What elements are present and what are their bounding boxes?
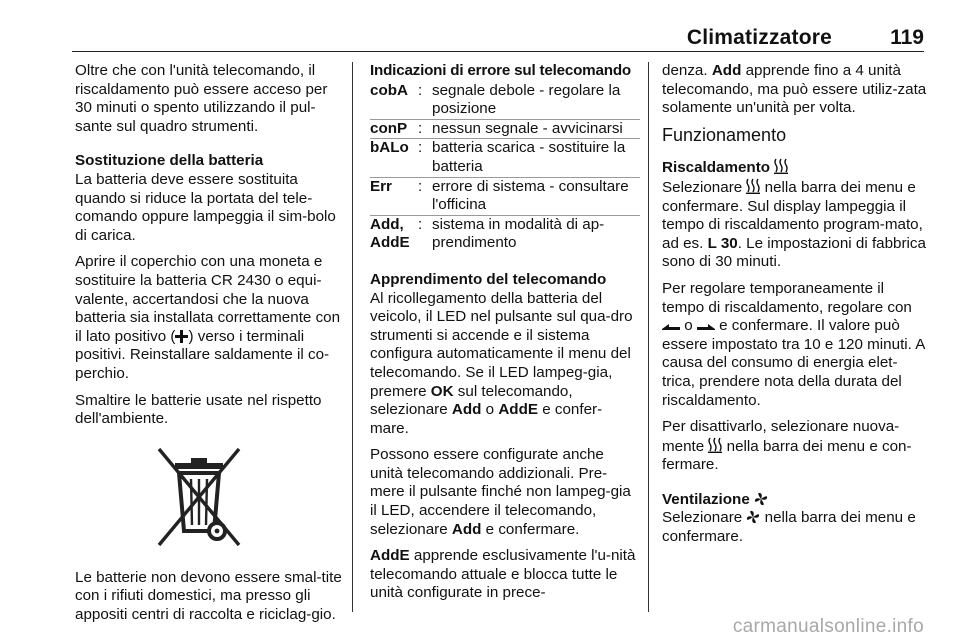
heating-p2-a: Per regolare temporaneamente il tempo di riscaldamento, regolare con [662,279,912,316]
household-paragraph: Le batterie non devono essere smal-tite con i rifiuti domestici, ma presso gli appositi centri di raccolta e riciclag-gio. [75,568,342,623]
plus-icon [175,330,188,343]
fan-icon [746,510,760,524]
column-divider-1 [352,62,353,612]
heating-p3-b: nella barra dei menu e con-fermare. [662,437,912,474]
table-row: conP : nessun segnale - avvicinarsi [370,119,640,139]
vent-title [662,491,930,510]
errors-section-title: Indicazioni di errore sul telecomando [370,62,631,79]
heating-icon [708,437,722,453]
error-description: segnale debole - regolare la posizione [432,82,640,120]
error-code: bALo [370,139,418,177]
watermark: carmanualsonline.info [732,616,924,637]
column-right [662,62,930,555]
learning-paragraph-3 [370,547,640,603]
vent-paragraph [662,509,930,546]
heating-p2-b: e confermare. Il valore può essere impostato tra 10 e 120 minuti. A causa del consumo di energia elet-trica, prendere nota della durata del riscaldamento. [662,317,925,409]
learning-p1-c: o [481,401,499,419]
heating-p1-a: Selezionare [662,178,747,196]
heating-title [662,158,930,178]
column-left [75,62,343,632]
error-code: cobA [370,82,418,120]
function-section-title: Funzionamento [662,124,787,145]
fan-icon [754,492,768,506]
vent-p-a: Selezionare [662,509,747,527]
page-header [72,26,924,50]
column-divider-2 [648,62,649,612]
error-description: sistema in modalità di ap-prendimento [432,215,605,252]
learning-p1-d: e confer-mare. [370,401,603,437]
adde-keyword: AddE [370,547,410,565]
learning-p1-a: Al ricollegamento della batteria del veicolo, il LED nel pulsante sul qua-dro strumenti si accende e il sistema configura automaticamente il menu del telecomando. Se il LED lampeg-gia, premere [370,289,633,400]
heating-p1-b: nella barra dei menu e confermare. Sul display lampeggia il tempo di riscaldamento program-mato, ad es. [662,178,923,252]
heating-p3-a: Per disattivarlo, selezionare nuova-mente [662,418,900,455]
vent-p-b: nella barra dei menu e confermare. [662,509,916,546]
error-description: batteria scarica - sostituire la batteria [432,139,640,177]
learning-paragraph-2 [370,446,640,539]
error-code: Err [370,177,418,215]
error-code: conP [370,119,418,139]
heating-p2-o: o [680,317,697,335]
adde-keyword: AddE [498,401,538,419]
battery-paragraph-1: La batteria deve essere sostituita quando si riduce la portata del tele-comando oppure lampeggia il sim-bolo di carica. [75,170,336,244]
cont-a: denza. [662,62,712,79]
intro-paragraph: Oltre che con l'unità telecomando, il riscaldamento può essere acceso per 30 minuti o spento utilizzando il pul-sante sul quadro strumenti. [75,62,328,135]
heating-paragraph-2 [662,280,930,410]
battery-p2-text-b: ) verso i terminali positivi. Reinstallare saldamente il co-perchio. [75,327,330,382]
heating-paragraph-1 [662,178,930,272]
add-keyword: Add [451,520,482,538]
dispose-paragraph: Smaltire le batterie usate nel rispetto dell'ambiente. [75,391,322,428]
cont-b: apprende fino a 4 unità telecomando, ma può essere utiliz-zata solamente un'unità per volta. [662,62,927,117]
error-table [370,82,640,253]
l30-keyword: L 30 [707,234,738,252]
left-arrow-icon [662,322,680,332]
right-arrow-icon [697,322,715,332]
column-middle [370,62,640,611]
add-keyword: Add [451,401,482,419]
vent-title-text: Ventilazione [662,490,750,508]
learning-paragraph-1 [370,290,640,439]
heating-title-text: Riscaldamento [662,159,771,177]
battery-paragraph-2 [75,253,343,383]
learning-section-title: Apprendimento del telecomando [370,270,607,288]
heating-paragraph-3 [662,418,930,475]
page-title: Climatizzatore [686,26,832,49]
heating-p1-c: . Le impostazioni di fabbrica sono di 30 minuti. [662,234,926,271]
heating-icon [746,178,760,194]
heating-icon [774,158,788,174]
add-keyword: Add [711,62,742,79]
table-row: Add, AddE : sistema in modalità di ap-prendimento [370,215,640,253]
table-row: bALo : batteria scarica - sostituire la batteria [370,139,640,177]
battery-p2-text-a: Aprire il coperchio con una moneta e sostituire la batteria CR 2430 o equi-valente, accertandosi che la nuova batteria sia installata correttamente con il lato positivo ( [75,253,341,345]
error-description: errore di sistema - consultare l'officina [432,177,640,215]
table-row: Err : errore di sistema - consultare l'officina [370,177,640,215]
learning-p1-b: sul telecomando, selezionare [370,382,573,419]
battery-section-title: Sostituzione della batteria [75,152,264,170]
error-description: nessun segnale - avvicinarsi [432,119,640,139]
learning-p3-a: apprende esclusivamente l'u-nità telecomando attuale e blocca tutte le unità configurate in prece- [370,547,636,602]
continuation-paragraph [662,62,930,118]
learning-p2-a: Possono essere configurate anche unità telecomando addizionali. Pre-mere il pulsante finché non lampeg-gia il LED, accendere il telecomando, selezionare [370,446,631,538]
ok-keyword: OK [430,382,454,400]
table-row: cobA : segnale debole - regolare la posizione [370,82,640,120]
page-number: 119 [890,26,924,49]
header-rule [72,51,924,52]
error-code: Add, AddE [370,215,410,252]
learning-p2-b: e confermare. [481,520,580,538]
crossed-bin-icon [153,445,245,551]
